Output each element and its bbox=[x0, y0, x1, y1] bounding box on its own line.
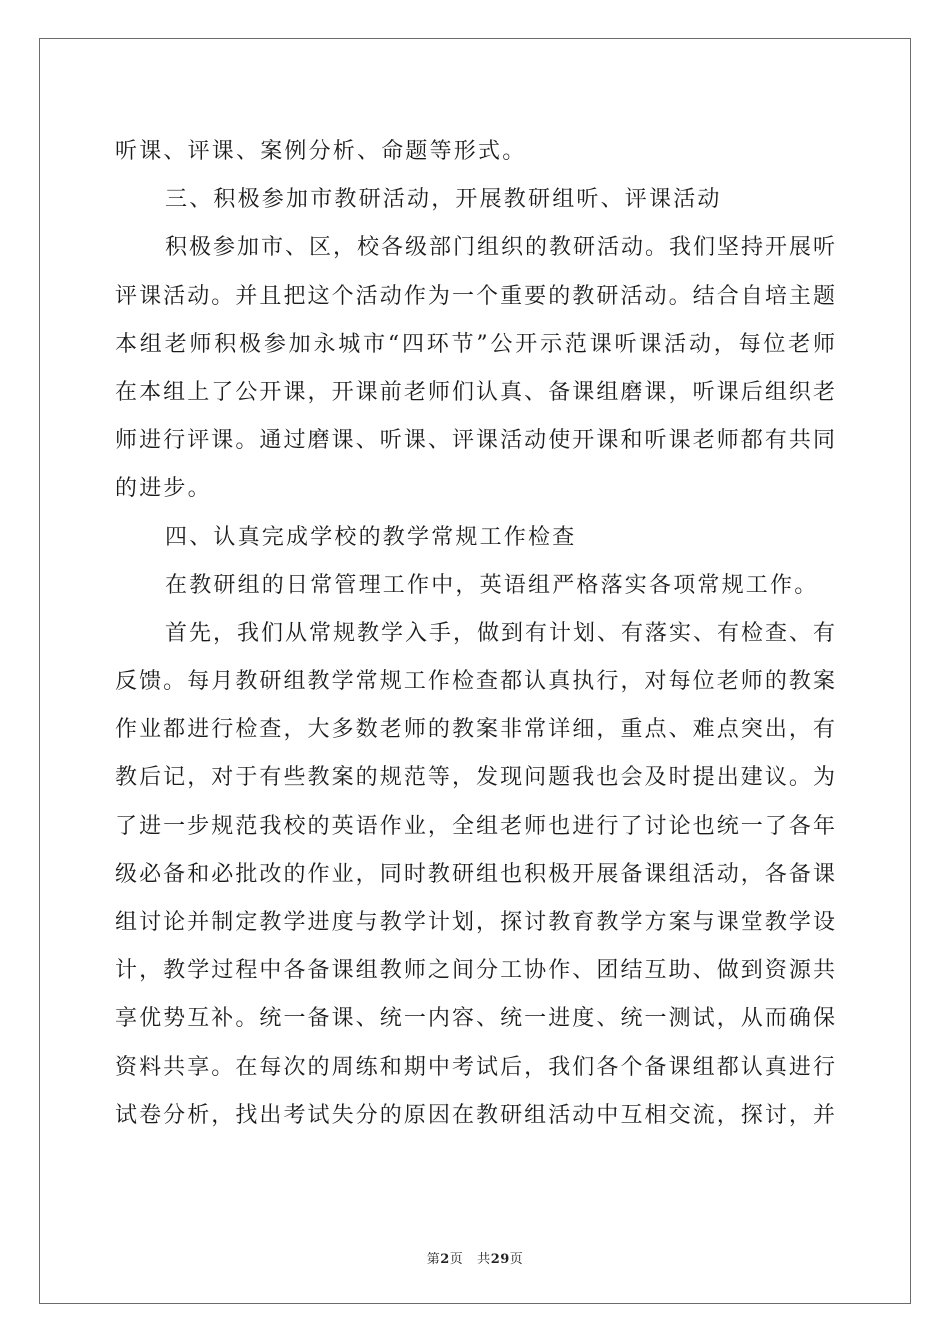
text-line: 试卷分析，找出考试失分的原因在教研组活动中互相交流，探讨，并 bbox=[115, 1102, 835, 1128]
text-line: 享优势互补。统一备课、统一内容、统一进度、统一测试，从而确保 bbox=[115, 1006, 835, 1032]
footer-page-unit: 页 bbox=[449, 1252, 464, 1267]
text-line: 听课、评课、案例分析、命题等形式。 bbox=[115, 139, 527, 164]
page-footer bbox=[0, 1248, 950, 1267]
text-line: 三、积极参加市教研活动，开展教研组听、评课活动 bbox=[165, 187, 722, 213]
text-line: 反馈。每月教研组教学常规工作检查都认真执行，对每位老师的教案 bbox=[115, 669, 835, 695]
text-line: 师进行评课。通过磨课、听课、评课活动使开课和听课老师都有共同 bbox=[115, 428, 835, 454]
text-line: 级必备和必批改的作业，同时教研组也积极开展备课组活动，各备课 bbox=[115, 861, 835, 887]
text-line: 首先，我们从常规教学入手，做到有计划、有落实、有检查、有 bbox=[165, 620, 835, 646]
text-line: 资料共享。在每次的周练和期中考试后，我们各个备课组都认真进行 bbox=[115, 1054, 835, 1080]
text-line: 教后记，对于有些教案的规范等，发现问题我也会及时提出建议。为 bbox=[115, 765, 835, 791]
text-line: 计，教学过程中各备课组教师之间分工协作、团结互助、做到资源共 bbox=[115, 958, 835, 984]
text-line: 作业都进行检查，大多数老师的教案非常详细，重点、难点突出，有 bbox=[115, 717, 835, 743]
text-line: 在教研组的日常管理工作中，英语组严格落实各项常规工作。 bbox=[165, 572, 819, 598]
footer-prefix: 第 bbox=[426, 1252, 441, 1267]
text-line: 了进一步规范我校的英语作业，全组老师也进行了讨论也统一了各年 bbox=[115, 813, 835, 839]
document-body bbox=[115, 128, 835, 1140]
total-page-count: 29 bbox=[490, 1252, 510, 1267]
text-line: 在本组上了公开课，开课前老师们认真、备课组磨课，听课后组织老 bbox=[115, 379, 835, 405]
footer-total-unit: 页 bbox=[509, 1252, 524, 1267]
text-line: 积极参加市、区，校各级部门组织的教研活动。我们坚持开展听 bbox=[165, 235, 835, 261]
current-page-number: 2 bbox=[440, 1252, 450, 1267]
text-line: 四、认真完成学校的教学常规工作检查 bbox=[165, 524, 577, 550]
text-line: 本组老师积极参加永城市“四环节”公开示范课听课活动，每位老师 bbox=[115, 331, 835, 357]
text-line: 组讨论并制定教学进度与教学计划，探讨教育教学方案与课堂教学设 bbox=[115, 910, 835, 935]
text-line: 的进步。 bbox=[115, 476, 212, 502]
text-line: 评课活动。并且把这个活动作为一个重要的教研活动。结合自培主题 bbox=[115, 283, 835, 309]
footer-total-prefix: 共 bbox=[477, 1252, 491, 1267]
